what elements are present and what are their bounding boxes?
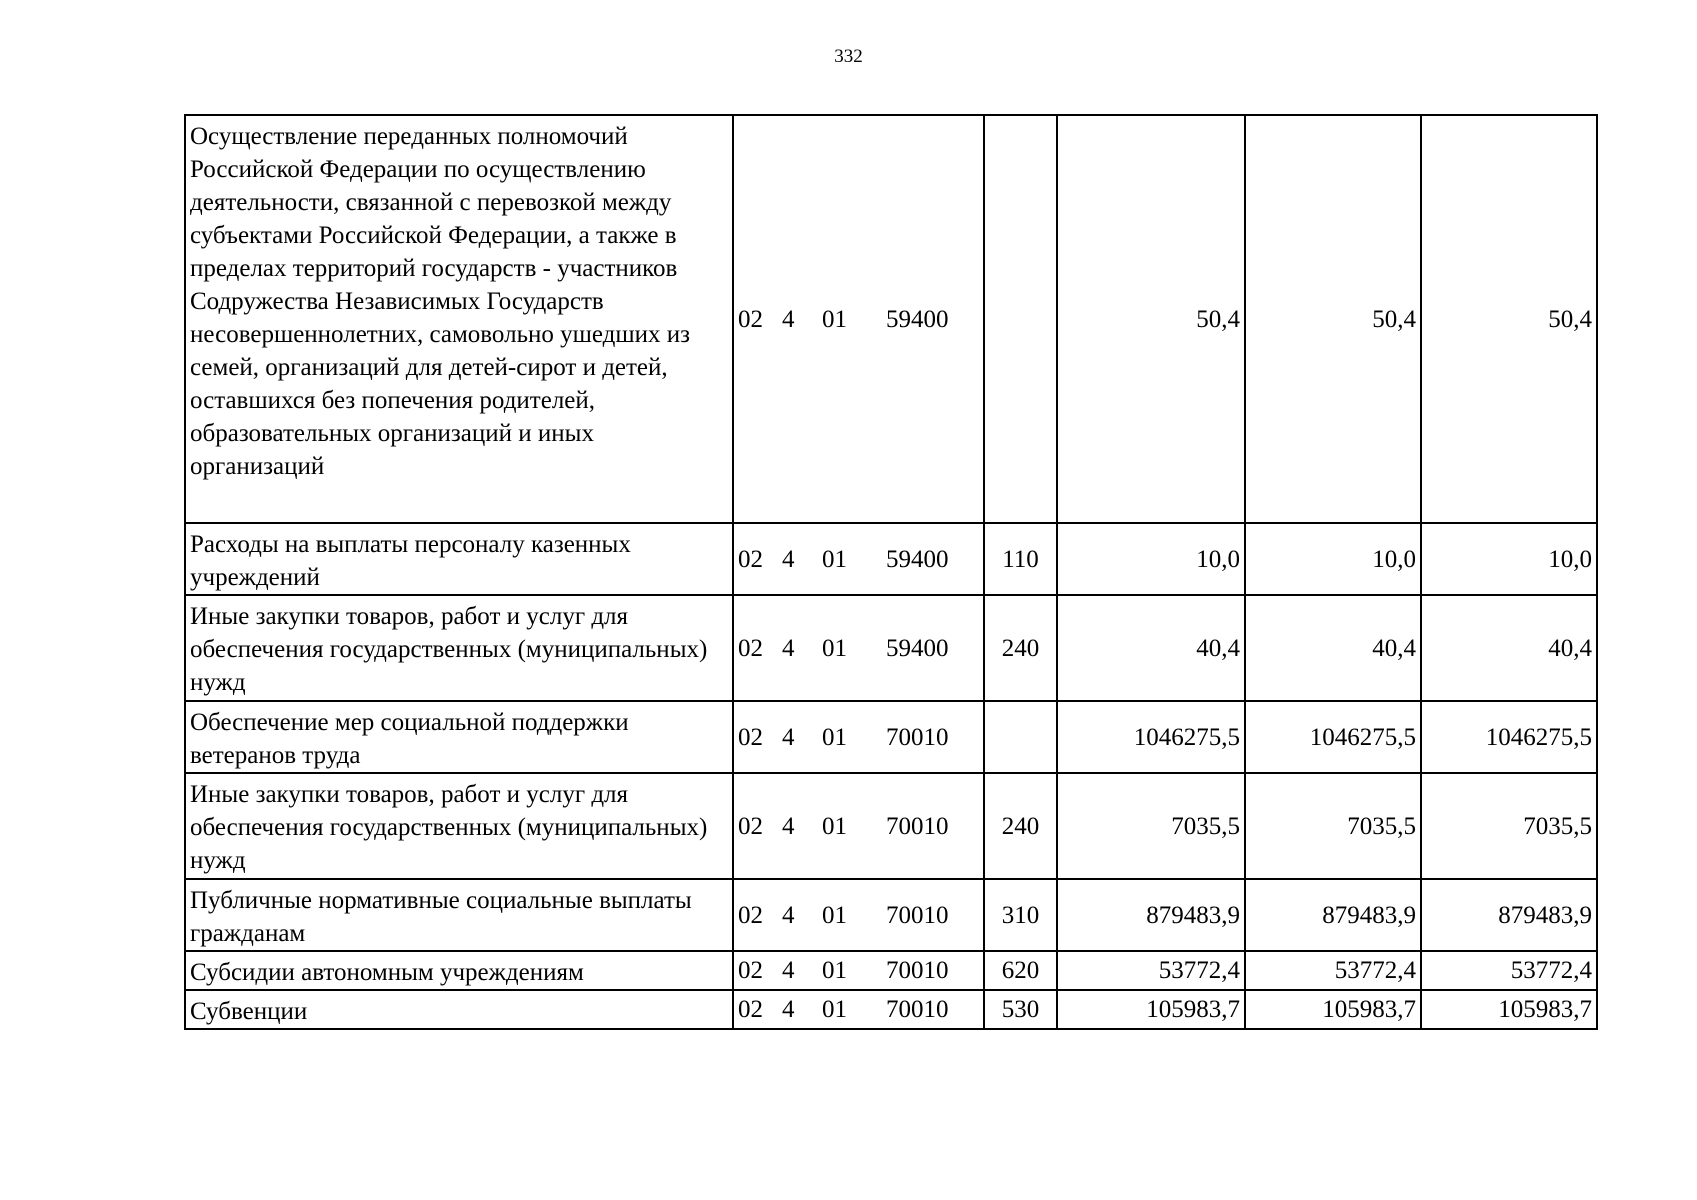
table-row [185,115,1597,523]
table-row [185,523,1597,595]
row-expense-type [984,115,1057,523]
budget-table [184,114,1598,1030]
row-value-3: 53772,4 [1421,951,1597,990]
row-code [733,773,984,879]
code-direction: 70010 [886,957,949,984]
row-value-1: 53772,4 [1057,951,1245,990]
row-value-1: 7035,5 [1057,773,1245,879]
code-subprogram: 4 [782,723,795,751]
row-value-3: 10,0 [1421,523,1597,595]
code-direction: 70010 [886,996,949,1023]
code-main-event: 01 [822,305,847,333]
row-expense-type: 110 [984,523,1057,595]
row-name: Субвенции [185,990,733,1029]
code-main-event: 01 [822,723,847,751]
row-expense-type: 240 [984,773,1057,879]
row-value-3: 7035,5 [1421,773,1597,879]
row-name: Субсидии автономным учреждениям [185,951,733,990]
code-subprogram: 4 [782,812,795,840]
row-code [733,990,984,1029]
row-name: Расходы на выплаты персоналу казенных учреждений [185,523,733,595]
row-value-1: 50,4 [1057,115,1245,523]
table-row [185,701,1597,773]
row-name: Осуществление переданных полномочий Российской Федерации по осуществлению деятельности, связанной с перевозкой между субъектами Российской Федерации, а также в пределах территорий государств - участников Содружества Независимых Государств несовершеннолетних, самовольно ушедших из семей, организаций для детей-сирот и детей, оставшихся без попечения родителей, образовательных организаций и иных организаций [185,115,733,523]
code-main-event: 01 [822,901,847,929]
row-value-2: 1046275,5 [1245,701,1421,773]
row-expense-type: 530 [984,990,1057,1029]
table-row [185,990,1597,1029]
row-value-2: 105983,7 [1245,990,1421,1029]
code-program: 02 [738,545,763,573]
code-program: 02 [738,812,763,840]
code-program: 02 [738,957,763,984]
row-value-2: 40,4 [1245,595,1421,701]
code-subprogram: 4 [782,957,795,984]
code-program: 02 [738,901,763,929]
code-subprogram: 4 [782,305,795,333]
row-name: Обеспечение мер социальной поддержки ветеранов труда [185,701,733,773]
row-code [733,595,984,701]
row-name: Публичные нормативные социальные выплаты гражданам [185,879,733,951]
row-value-1: 10,0 [1057,523,1245,595]
row-value-3: 1046275,5 [1421,701,1597,773]
code-main-event: 01 [822,634,847,662]
row-value-1: 105983,7 [1057,990,1245,1029]
row-name: Иные закупки товаров, работ и услуг для обеспечения государственных (муниципальных) нужд [185,595,733,701]
row-value-3: 50,4 [1421,115,1597,523]
row-value-2: 10,0 [1245,523,1421,595]
code-program: 02 [738,634,763,662]
row-value-1: 1046275,5 [1057,701,1245,773]
code-main-event: 01 [822,545,847,573]
code-main-event: 01 [822,957,847,984]
code-subprogram: 4 [782,545,795,573]
table-row [185,773,1597,879]
code-direction: 70010 [886,901,949,929]
row-code [733,879,984,951]
row-code [733,115,984,523]
row-value-2: 53772,4 [1245,951,1421,990]
row-name: Иные закупки товаров, работ и услуг для обеспечения государственных (муниципальных) нужд [185,773,733,879]
row-code [733,951,984,990]
row-value-3: 40,4 [1421,595,1597,701]
code-program: 02 [738,305,763,333]
row-expense-type: 310 [984,879,1057,951]
code-direction: 59400 [886,545,949,573]
row-expense-type [984,701,1057,773]
row-expense-type: 240 [984,595,1057,701]
table-row [185,951,1597,990]
code-subprogram: 4 [782,901,795,929]
row-value-3: 879483,9 [1421,879,1597,951]
table-row [185,879,1597,951]
code-direction: 59400 [886,305,949,333]
row-expense-type: 620 [984,951,1057,990]
code-direction: 70010 [886,723,949,751]
row-code [733,523,984,595]
row-value-2: 879483,9 [1245,879,1421,951]
code-direction: 70010 [886,812,949,840]
table-row [185,595,1597,701]
code-main-event: 01 [822,996,847,1023]
code-direction: 59400 [886,634,949,662]
code-subprogram: 4 [782,634,795,662]
page-number: 332 [834,46,863,67]
row-code [733,701,984,773]
row-value-3: 105983,7 [1421,990,1597,1029]
row-value-1: 879483,9 [1057,879,1245,951]
code-program: 02 [738,723,763,751]
row-value-2: 50,4 [1245,115,1421,523]
code-main-event: 01 [822,812,847,840]
code-subprogram: 4 [782,996,795,1023]
row-value-2: 7035,5 [1245,773,1421,879]
row-value-1: 40,4 [1057,595,1245,701]
code-program: 02 [738,996,763,1023]
